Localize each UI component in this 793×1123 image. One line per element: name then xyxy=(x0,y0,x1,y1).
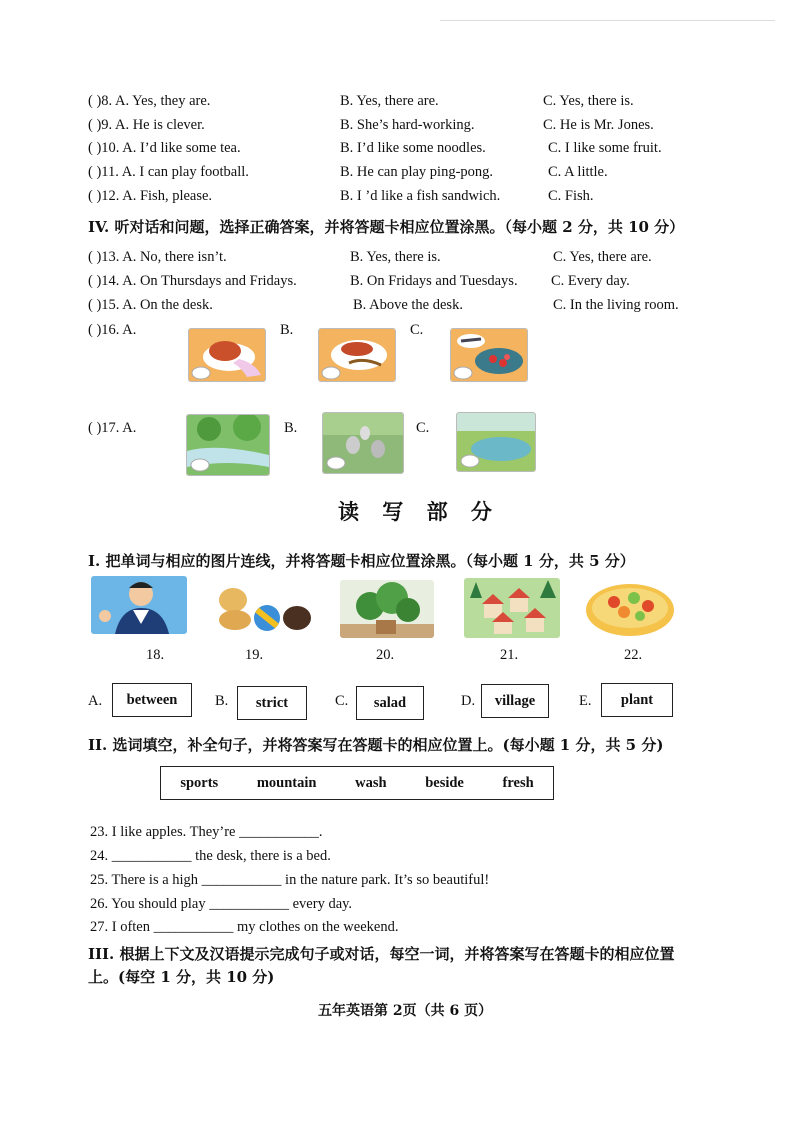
q12-option-c: C. Fish. xyxy=(548,188,594,204)
scene-image-rabbits xyxy=(322,412,404,474)
picture-22-salad xyxy=(584,580,676,640)
chicken-plate-icon xyxy=(189,329,265,381)
food-image-fish xyxy=(318,328,396,382)
q10-option-b: B. I’d like some noodles. xyxy=(340,140,486,156)
q12-option-b: B. I ’d like a fish sandwich. xyxy=(340,188,501,204)
q10-option-c: C. I like some fruit. xyxy=(548,140,662,156)
part-i-title: I. 把单词与相应的图片连线，并将答题卡相应位置涂黑。（每小题 1 分，共 5 分） xyxy=(88,552,635,570)
village-icon xyxy=(464,578,560,638)
teacher-icon xyxy=(91,576,187,634)
q12-option-a: ( )12. A. Fish, please. xyxy=(88,188,213,204)
q15-option-a: ( )15. A. On the desk. xyxy=(88,297,213,313)
word-bank xyxy=(160,766,554,800)
q9-option-a: ( )9. A. He is clever. xyxy=(88,117,205,133)
picture-21-village xyxy=(464,578,560,638)
rabbits-scene-icon xyxy=(323,413,403,473)
q11-option-c: C. A little. xyxy=(548,164,608,180)
food-image-chicken xyxy=(188,328,266,382)
q14-option-a: ( )14. A. On Thursdays and Fridays. xyxy=(88,273,297,289)
q17-c-label: C. xyxy=(416,420,430,436)
q14-option-c: C. Every day. xyxy=(551,273,630,289)
q13-option-a: ( )13. A. No, there isn’t. xyxy=(88,249,227,265)
q8-option-b: B. Yes, there are. xyxy=(340,93,439,109)
q9-option-b: B. She’s hard-working. xyxy=(340,117,475,133)
page-footer: 五年英语第 2页（共 6 页） xyxy=(318,1003,493,1019)
q16-b-label: B. xyxy=(280,322,294,338)
q10-option-a: ( )10. A. I’d like some tea. xyxy=(88,140,241,156)
lake-scene-icon xyxy=(457,413,535,471)
word-bank-item: wash xyxy=(355,774,387,791)
q13-option-c: C. Yes, there are. xyxy=(553,249,652,265)
option-letter-c: C. xyxy=(335,693,349,709)
word-box-between: between xyxy=(112,683,192,717)
sentence-27: 27. I often ___________ my clothes on the weekend. xyxy=(90,919,399,935)
q16-c-label: C. xyxy=(410,322,424,338)
q8-option-a: ( )8. A. Yes, they are. xyxy=(88,93,211,109)
picture-number-22: 22. xyxy=(624,647,643,663)
q14-option-b: B. On Fridays and Tuesdays. xyxy=(350,273,518,289)
q13-option-b: B. Yes, there is. xyxy=(350,249,441,265)
word-bank-item: sports xyxy=(180,774,219,791)
part-ii-title: II. 选词填空，补全句子，并将答案写在答题卡的相应位置上。(每小题 1 分，共 5 分) xyxy=(88,736,664,754)
top-rule xyxy=(440,20,775,21)
fish-plate-icon xyxy=(319,329,395,381)
river-scene-icon xyxy=(187,415,269,475)
word-box-village: village xyxy=(481,684,549,718)
option-letter-b: B. xyxy=(215,693,229,709)
salad-bowl-icon xyxy=(584,580,676,640)
sentence-24: 24. ___________ the desk, there is a bed. xyxy=(90,848,331,864)
plant-icon xyxy=(340,580,434,638)
q9-option-c: C. He is Mr. Jones. xyxy=(543,117,654,133)
q17-b-label: B. xyxy=(284,420,298,436)
option-letter-e: E. xyxy=(579,693,592,709)
word-bank-item: beside xyxy=(425,774,464,791)
picture-20-plant xyxy=(340,580,434,638)
picture-number-18: 18. xyxy=(146,647,165,663)
picture-19-dog-ball xyxy=(209,576,311,634)
picture-number-20: 20. xyxy=(376,647,395,663)
q11-option-a: ( )11. A. I can play football. xyxy=(88,164,249,180)
picture-18-teacher xyxy=(91,576,187,634)
q11-option-b: B. He can play ping-pong. xyxy=(340,164,494,180)
section-iv-title: IV. 听对话和问题，选择正确答案，并将答题卡相应位置涂黑。（每小题 2 分，共 10 分） xyxy=(88,218,685,236)
part-iii-title-line2: 上。(每空 1 分，共 10 分) xyxy=(88,968,275,986)
picture-number-21: 21. xyxy=(500,647,519,663)
reading-writing-title: 读 写 部 分 xyxy=(338,499,500,524)
word-bank-item: mountain xyxy=(256,774,317,791)
q17-label: ( )17. A. xyxy=(88,420,137,436)
option-letter-a: A. xyxy=(88,693,103,709)
food-image-noodles xyxy=(450,328,528,382)
option-letter-d: D. xyxy=(461,693,476,709)
q15-option-b: B. Above the desk. xyxy=(353,297,463,313)
scene-image-river xyxy=(186,414,270,476)
sentence-25: 25. There is a high ___________ in the nature park. It’s so beautiful! xyxy=(90,872,490,888)
sentence-26: 26. You should play ___________ every day. xyxy=(90,896,353,912)
q15-option-c: C. In the living room. xyxy=(553,297,679,313)
word-box-strict: strict xyxy=(237,686,307,720)
q16-label: ( )16. A. xyxy=(88,322,137,338)
scene-image-lake xyxy=(456,412,536,472)
part-iii-title-line1: III. 根据上下文及汉语提示完成句子或对话，每空一词，并将答案写在答题卡的相应位置 xyxy=(88,945,675,963)
word-box-salad: salad xyxy=(356,686,424,720)
word-box-plant: plant xyxy=(601,683,673,717)
dog-ball-icon xyxy=(209,576,311,634)
sentence-23: 23. I like apples. They’re ___________. xyxy=(90,824,323,840)
picture-number-19: 19. xyxy=(245,647,264,663)
q8-option-c: C. Yes, there is. xyxy=(543,93,634,109)
word-bank-item: fresh xyxy=(502,774,534,791)
noodles-plate-icon xyxy=(451,329,527,381)
